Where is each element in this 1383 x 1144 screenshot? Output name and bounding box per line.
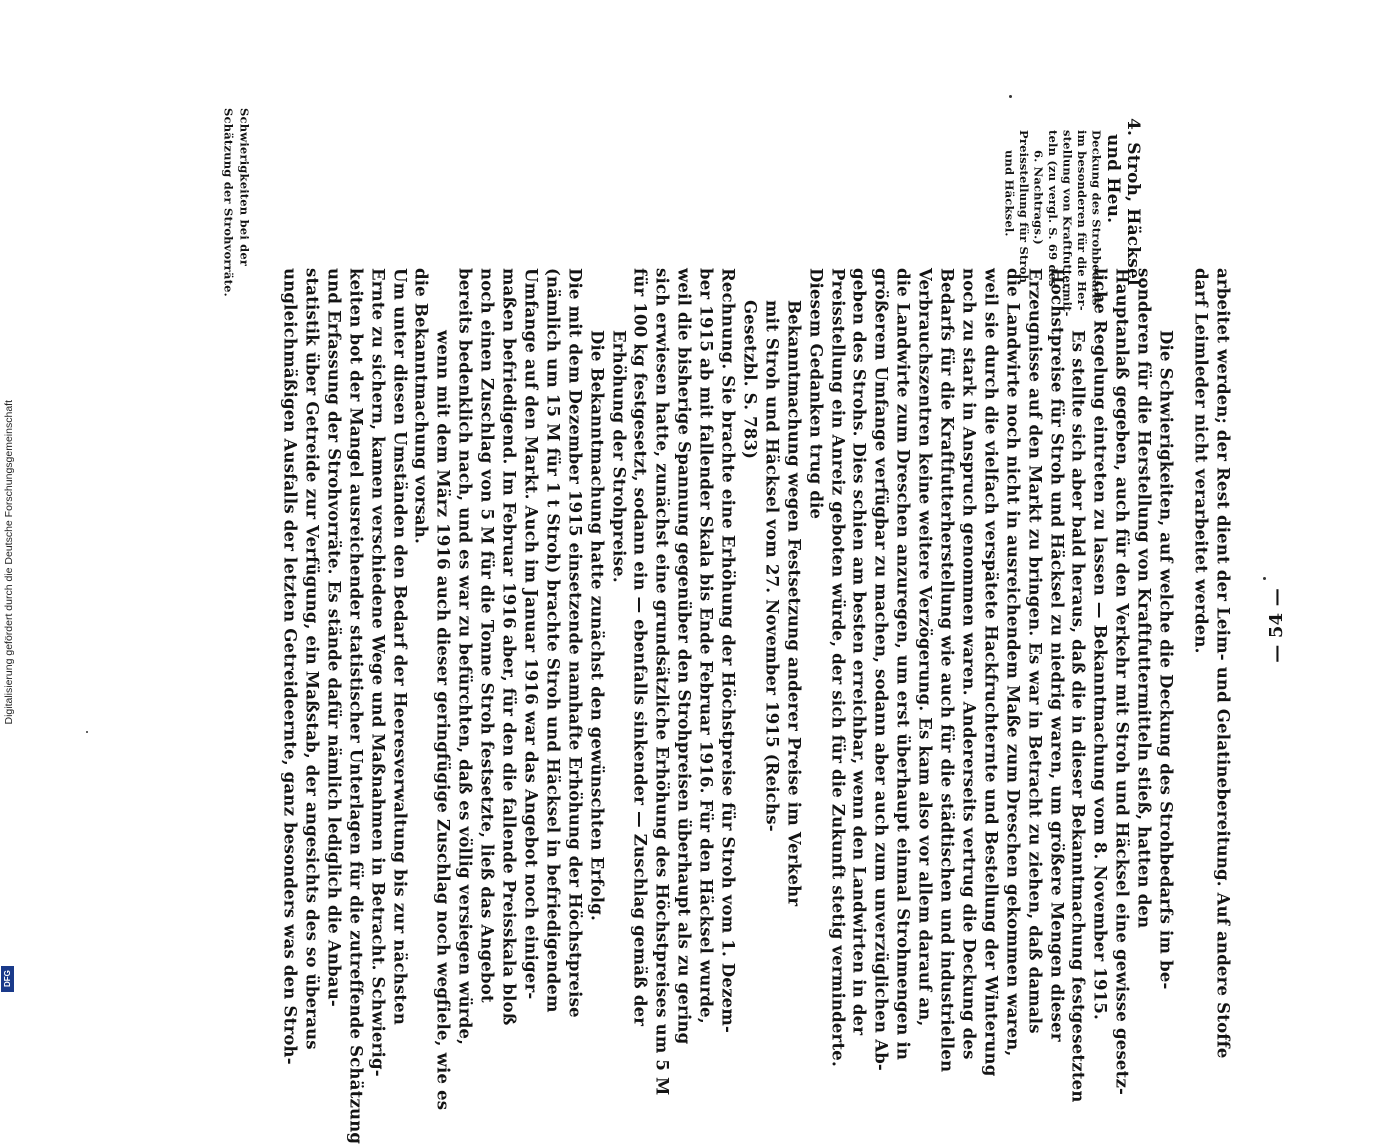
body-line: noch zu stark in Anspruch genommen waren. Andererseits vertrug die Deckung des [959, 268, 979, 1060]
body-line: und Erfassung der Strohvorräte. Es stände dafür nämlich lediglich die Anbau- [324, 268, 344, 1007]
margin-note-line: und Häcksel. [1002, 150, 1017, 237]
section-number: 4. [1123, 118, 1143, 137]
body-line: Ernte zu sichern, kamen verschiedene Wege und Maßnahmen in Betracht. Schwierig- [368, 268, 388, 1077]
body-line: (nämlich um 15 M für 1 t Stroh) brachte Stroh und Häcksel in befriedigendem [543, 268, 563, 1013]
body-line: Die Bekanntmachung hatte zunächst den gewünschten Erfolg. [587, 330, 607, 921]
digitization-credit: Digitalisierung gefördert durch die Deutsche Forschungsgemeinschaft [3, 400, 15, 725]
margin-note-line: 6. Nachtrags.) [1031, 150, 1046, 245]
body-line: mit Stroh und Häcksel vom 27. November 1915 (Reichs- [762, 300, 782, 832]
body-line: Erhöhung der Strohpreise. [609, 330, 629, 583]
body-line: arbeitet werden; der Rest dient der Leim- und Gelatinebereitung. Auf andere Stoffe [1213, 268, 1233, 1059]
scan-speck [1009, 95, 1012, 98]
margin-note-line: teln (zu vergl. S. 69 des [1046, 130, 1060, 287]
body-line: Um unter diesen Umständen den Bedarf der Heeresverwaltung bis zur nächsten [390, 268, 410, 1026]
margin-note-line: Preisstellung für Stroh [1017, 130, 1031, 284]
margin-note-line: Schwierigkeiten bei der [237, 108, 252, 267]
dfg-logo: DFG [1, 966, 14, 992]
body-line: größerem Umfange verfügbar zu machen, sodann aber auch zum unverzüglichen Ab- [871, 268, 891, 1071]
body-line: Hauptanlaß gegeben, auch für den Verkehr mit Stroh und Häcksel eine gewisse gesetz- [1112, 268, 1132, 1096]
body-line: keiten bot der Mangel ausreichender statistischer Unterlagen für die zutreffende Schätzung [346, 268, 366, 1144]
body-line: weil die bisherige Spannung gegenüber den Strohpreisen überhaupt als zu gering [674, 268, 694, 1045]
body-line: Die Schwierigkeiten, auf welche die Deckung des Strohbedarfs im be- [1156, 330, 1176, 990]
body-line: liche Regelung eintreten zu lassen — Bekanntmachung vom 8. November 1915. [1090, 268, 1110, 1020]
body-line: geben des Strohs. Dies schien am besten erreichbar, wenn den Landwirten in der [849, 268, 869, 1036]
section-heading-line [1124, 118, 1141, 286]
body-line: Gesetzbl. S. 783) [740, 300, 760, 460]
section-heading-line: und Heu. [1103, 134, 1123, 224]
body-line: Die mit dem Dezember 1915 einsetzende namhafte Erhöhung der Höchstpreise [565, 268, 585, 1018]
body-line: Verbrauchszentren keine weitere Verzögerung. Es kam also vor allem darauf an, [915, 268, 935, 1027]
page-number: — 54 — [1266, 588, 1287, 663]
body-line: Bekanntmachung wegen Festsetzung anderer Preise im Verkehr [784, 300, 804, 907]
body-line: Diesem Gedanken trug die [806, 268, 826, 520]
body-line: sonderen für die Herstellung von Kraftfuttermitteln stieß, hatten den [1134, 268, 1154, 929]
body-line: statistik über Getreide zur Verfügung, ein Maßstab, der angesichts des so überaus [302, 268, 322, 1050]
body-line: ber 1915 ab mit fallender Skala bis Ende Februar 1916. Für den Häcksel wurde, [696, 268, 716, 1024]
body-line: die Landwirte noch nicht in ausreichendem Maße zum Dreschen gekommen waren, [1003, 268, 1023, 1057]
body-line: sich erwiesen hatte, zunächst eine grundsätzliche Erhöhung des Höchstpreises um 5 M [652, 268, 672, 1096]
body-line: Umfange auf den Markt. Auch im Januar 1916 war das Angebot noch einiger- [521, 268, 541, 1000]
margin-note-line: im besonderen für die Her- [1075, 130, 1089, 311]
body-line: Preisstellung ein Anreiz geboten würde, der sich für die Zukunft stetig verminderte. [828, 268, 848, 1067]
body-line: wenn mit dem März 1916 auch dieser geringfügige Zuschlag noch wegfiele, wie es [433, 330, 453, 1111]
scan-speck [86, 731, 88, 733]
section-title: Stroh, Häcksel [1123, 142, 1143, 286]
body-line: für 100 kg festgesetzt, sodann ein — ebenfalls sinkender — Zuschlag gemäß der [630, 268, 650, 1027]
margin-note-line: Deckung des Strohbedarfs [1089, 130, 1104, 306]
body-line: noch einen Zuschlag von 5 M für die Tonne Stroh festsetzte, ließ das Angebot [477, 268, 497, 1003]
body-line: weil sie durch die vielfach verspätete Hackfruchternte und Bestellung der Winterung [981, 268, 1001, 1077]
body-line: Bedarfs für die Kraftfutterherstellung wie auch für die städtischen und industriellen [937, 268, 957, 1073]
margin-note-line: Schätzung der Strohvorräte. [221, 108, 236, 297]
body-line: Rechnung. Sie brachte eine Erhöhung der Höchstpreise für Stroh vom 1. Dezem- [718, 268, 738, 1034]
body-line: Es stellte sich aber bald heraus, daß die in dieser Bekanntmachung festgesetzten [1068, 330, 1088, 1103]
body-line: bereits bedenklich nach, und es war zu befürchten, daß es völlig versiegen würde, [455, 268, 475, 1046]
body-line: Erzeugnisse auf den Markt zu bringen. Es war in Betracht zu ziehen, daß damals [1025, 268, 1045, 1034]
body-line: Höchstpreise für Stroh und Häcksel zu niedrig waren, um größere Mengen dieser [1047, 268, 1067, 1042]
body-line: darf Leimleder nicht verarbeitet werden. [1191, 268, 1211, 654]
body-line: ungleichmäßigen Ausfalls der letzten Getreideernte, ganz besonders was den Stroh- [280, 268, 300, 1065]
body-line: die Bekanntmachung vorsah. [411, 268, 431, 544]
scan-speck [1263, 577, 1266, 580]
margin-note-line: stellung von Kraftfuttermit- [1060, 130, 1075, 317]
body-line: die Landwirte zum Dreschen anzuregen, um erst überhaupt einmal Strohmengen in [893, 268, 913, 1061]
body-line: maßen befriedigend. Im Februar 1916 aber, für den die fallende Preisskala bloß [499, 268, 519, 1026]
